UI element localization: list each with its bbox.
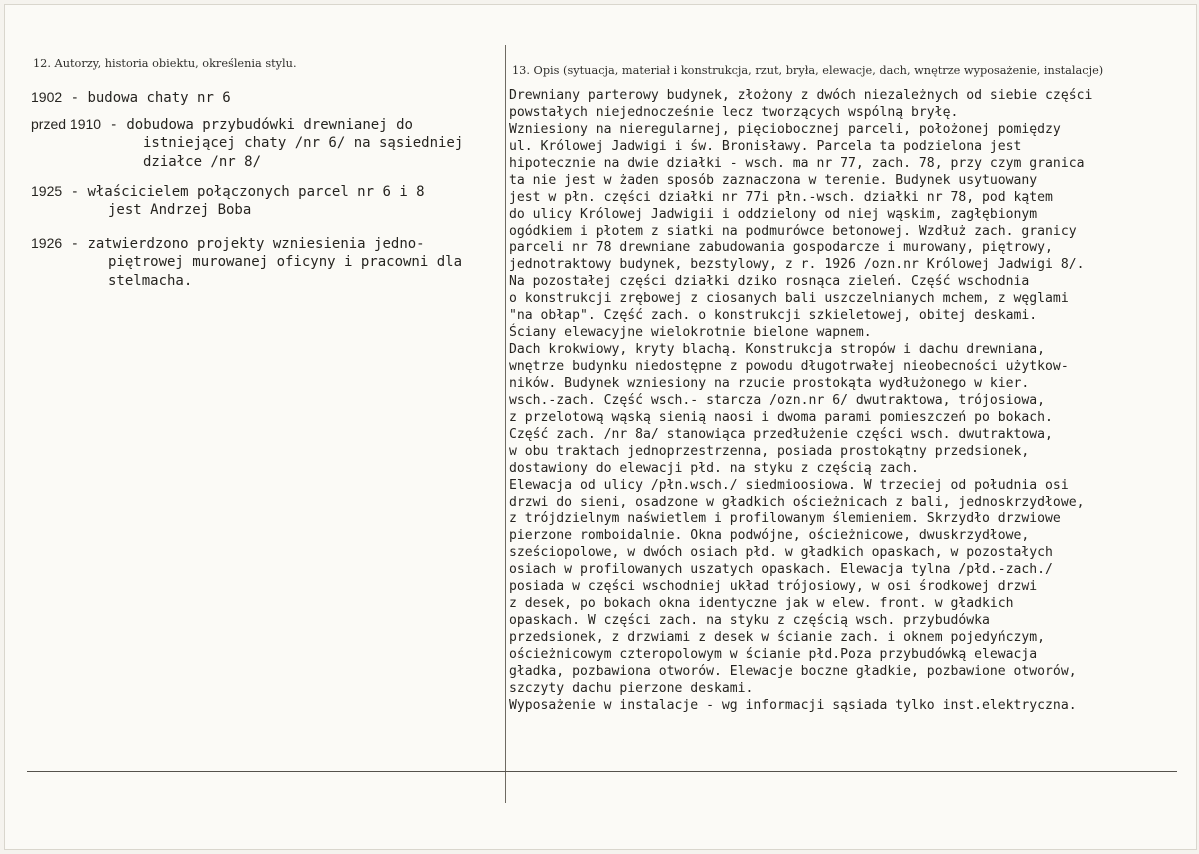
description-text xyxy=(509,88,1189,715)
description-line: parceli nr 78 drewniane zabudowania gospodarcze i murowany, piętrowy, xyxy=(509,240,1053,256)
entry-text-line: istniejącej chaty /nr 6/ na sąsiedniej xyxy=(143,135,464,151)
history-entry xyxy=(31,88,231,107)
description-line: sześciopolowe, w dwóch osiach płd. w gładkich opaskach, w pozostałych xyxy=(509,545,1053,561)
description-line: jednotraktowy budynek, bezstylowy, z r. 1926 /ozn.nr Królowej Jadwigi 8/. xyxy=(509,257,1085,273)
entry-year: 1925 xyxy=(31,183,63,199)
description-line: ników. Budynek wzniesiony na rzucie prostokąta wydłużonego w kier. xyxy=(509,375,1030,391)
description-line: do ulicy Królowej Jadwigii i oddzielony od niej wąskim, zagłębionym xyxy=(509,206,1038,222)
description-line: z desek, po bokach okna identyczne jak w elew. front. w gładkich xyxy=(509,596,1014,612)
history-entry xyxy=(31,234,462,291)
description-line: gładka, pozbawiona otworów. Elewacje boczne gładkie, pozbawione otworów, xyxy=(509,663,1077,679)
description-line: wnętrze budynku niedostępne z powodu długotrwałej nieobecności użytkow- xyxy=(509,359,1069,374)
entry-text-line: - właścicielem połączonych parcel nr 6 i 8 xyxy=(70,184,425,200)
description-line: z trójdzielnym naświetlem i profilowanym ślemieniem. Skrzydło drzwiowe xyxy=(509,511,1061,527)
description-line: szczyty dachu pierzone deskami. xyxy=(509,680,754,696)
history-entry xyxy=(31,182,425,220)
description-line: hipotecznie na dwie działki - wsch. ma nr 77, zach. 78, przy czym granica xyxy=(509,155,1085,171)
description-line: ościeżnicowym czteropolowym w ścianie płd.Poza przybudówką elewacja xyxy=(509,646,1038,662)
description-line: Ściany elewacyjne wielokrotnie bielone wapnem. xyxy=(509,325,872,341)
column-divider xyxy=(505,45,506,803)
entry-text-line: - budowa chaty nr 6 xyxy=(70,90,231,106)
description-line: powstałych niejednocześnie lecz tworzących wspólną bryłę. xyxy=(509,104,959,120)
description-line: ul. Królowej Jadwigi i św. Bronisławy. Parcela ta podzielona jest xyxy=(509,138,1022,154)
description-line: z przelotową wąską sienią naosi i dwoma parami pomieszczeń po bokach. xyxy=(509,409,1053,425)
description-line: dostawiony do elewacji płd. na styku z częścią zach. xyxy=(509,460,919,476)
description-line: Część zach. /nr 8a/ stanowiąca przedłużenie części wsch. dwutraktowa, xyxy=(509,426,1053,442)
entry-text-line: - dobudowa przybudówki drewnianej do xyxy=(109,117,413,133)
section-12-header: 12. Autorzy, historia obiektu, określenia stylu. xyxy=(33,57,297,70)
section-13-header: 13. Opis (sytuacja, materiał i konstrukcja, rzut, bryła, elewacje, dach, wnętrze wyposażenie, instalacje) xyxy=(512,64,1104,77)
entry-text-line: działce /nr 8/ xyxy=(143,154,262,170)
entry-text-line: jest Andrzej Boba xyxy=(108,202,252,218)
description-line: Elewacja od ulicy /płn.wsch./ siedmioosiowa. W trzeciej od południa osi xyxy=(509,477,1069,493)
description-line: pierzone romboidalnie. Okna podwójne, ościeżnicowe, dwuskrzydłowe, xyxy=(509,528,1030,544)
description-line: osiach w profilowanych uszatych opaskach. Elewacja tylna /płd.-zach./ xyxy=(509,562,1053,578)
description-line: "na obłap". Część zach. o konstrukcji szkieletowej, obitej deskami. xyxy=(509,308,1038,324)
history-entry xyxy=(31,115,463,172)
entry-text-line: stelmacha. xyxy=(108,273,193,289)
description-line: Wzniesiony na nieregularnej, pięciobocznej parceli, położonej pomiędzy xyxy=(509,121,1061,137)
description-line: Na pozostałej części działki dziko rosnąca zieleń. Część wschodnia xyxy=(509,274,1030,290)
description-line: o konstrukcji zrębowej z ciosanych bali uszczelnianych mchem, z węglami xyxy=(509,291,1069,307)
description-line: wsch.-zach. Część wsch.- starcza /ozn.nr 6/ dwutraktowa, trójosiowa, xyxy=(509,392,1046,408)
entry-year: przed 1910 xyxy=(31,116,102,132)
description-line: przedsionek, z drzwiami z desek w ścianie zach. i oknem pojedyńczym, xyxy=(509,630,1046,645)
description-line: jest w płn. części działki nr 77i płn.-wsch. działki nr 78, pod kątem xyxy=(509,189,1053,205)
description-line: ta nie jest w żaden sposób zaznaczona w terenie. Budynek usytuowany xyxy=(509,172,1038,188)
description-line: Dach krokwiowy, kryty blachą. Konstrukcja stropów i dachu drewniana, xyxy=(509,342,1046,358)
description-line: drzwi do sieni, osadzone w gładkich ościeżnicach z bali, jednoskrzydłowe, xyxy=(509,494,1085,510)
description-line: opaskach. W części zach. na styku z częścią wsch. przybudówka xyxy=(509,613,990,629)
entry-text-line: - zatwierdzono projekty wzniesienia jedno- xyxy=(70,236,425,252)
entry-text-line: piętrowej murowanej oficyny i pracowni dla xyxy=(108,254,463,270)
entry-year: 1902 xyxy=(31,89,63,105)
bottom-rule xyxy=(27,771,1177,772)
description-line: Drewniany parterowy budynek, złożony z dwóch niezależnych od siebie części xyxy=(509,88,1093,103)
description-line: ogódkiem i płotem z siatki na podmurówce betonowej. Wzdłuż zach. granicy xyxy=(509,223,1077,239)
description-line: w obu traktach jednoprzestrzenna, posiada prostokątny przedsionek, xyxy=(509,443,1030,459)
entry-year: 1926 xyxy=(31,235,63,251)
description-line: posiada w części wschodniej układ trójosiowy, w osi środkowej drzwi xyxy=(509,579,1038,595)
description-line: Wyposażenie w instalacje - wg informacji sąsiada tylko inst.elektryczna. xyxy=(509,697,1077,713)
